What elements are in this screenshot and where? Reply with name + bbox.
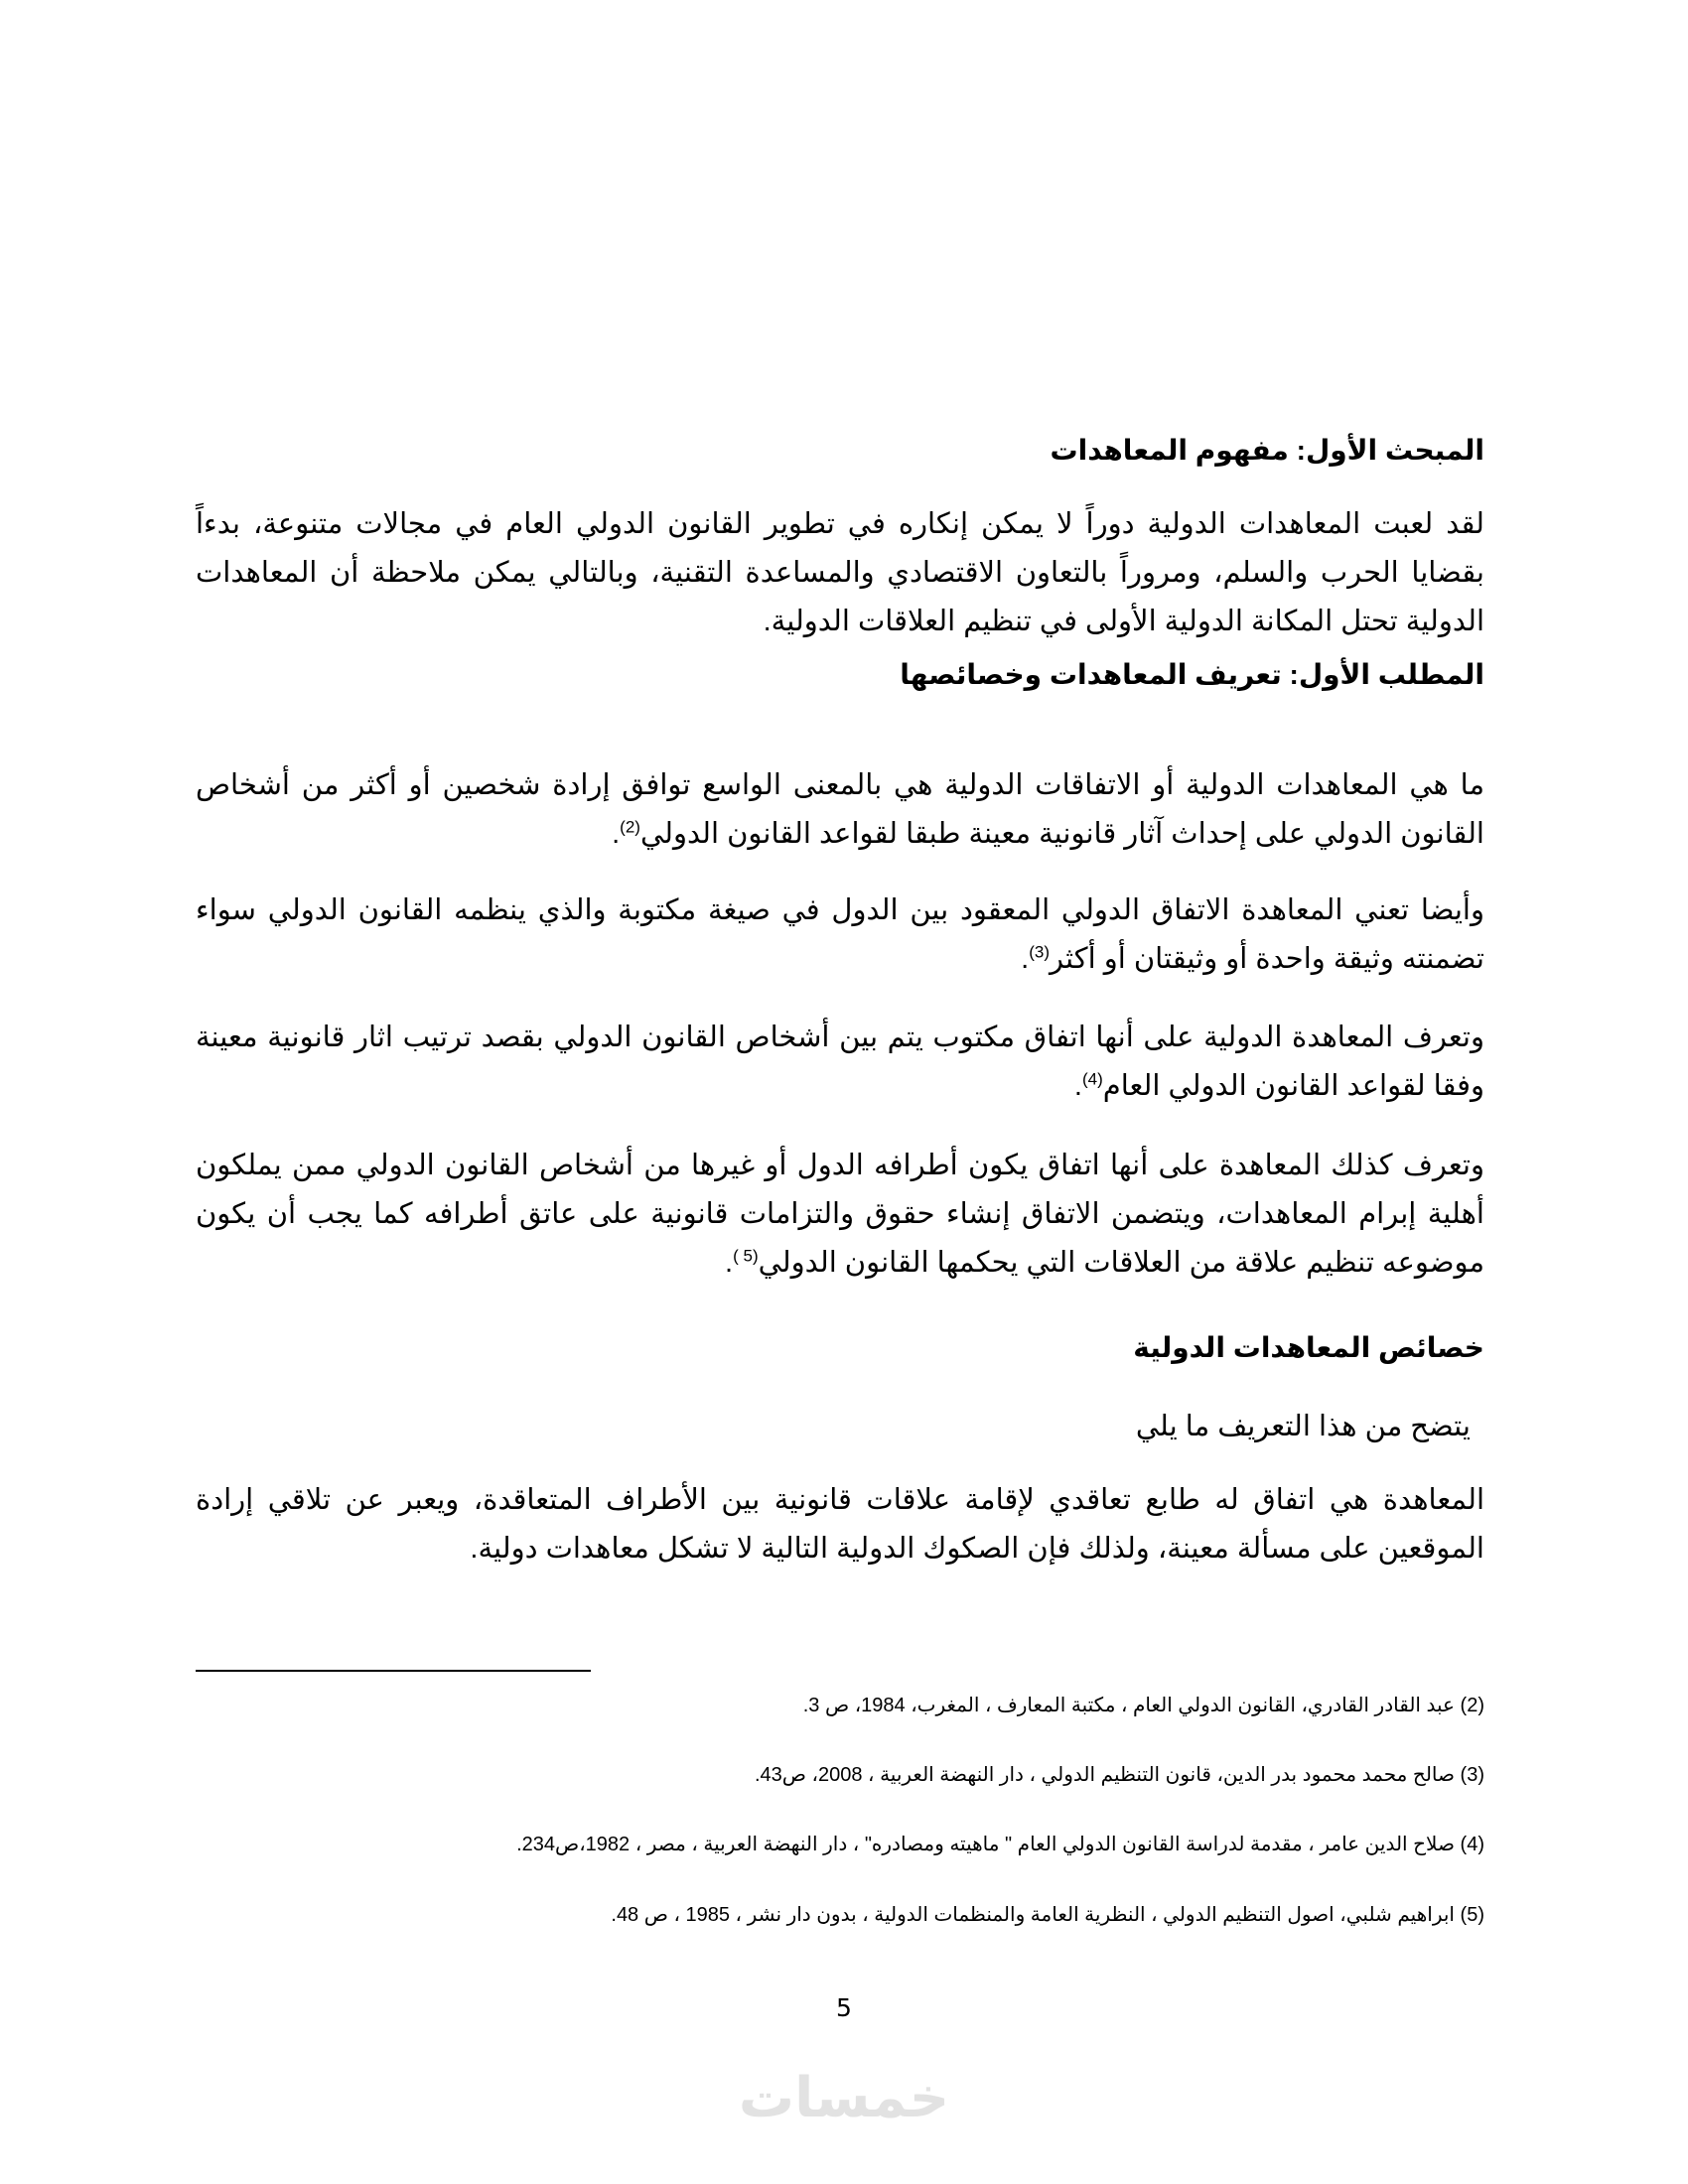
- watermark-logo: خمسات: [738, 2066, 950, 2128]
- footnote-separator: [196, 1670, 591, 1672]
- definition-paragraph-1: [196, 761, 1484, 859]
- footnote-ref[interactable]: (4): [1081, 1069, 1103, 1089]
- paragraph-text: ما هي المعاهدات الدولية أو الاتفاقات الدولية هي بالمعنى الواسع توافق إرادة شخصين أو أكثر من أشخاص القانون الدولي على إحداث آثار قانونية معينة طبقا لقواعد القانون الدولي: [196, 769, 1484, 850]
- definition-paragraph-2: [196, 887, 1484, 984]
- footnote-2: (2) عبد القادر القادري، القانون الدولي العام ، مكتبة المعارف ، المغرب، 1984، ص 3.: [802, 1695, 1484, 1716]
- intro-paragraph: لقد لعبت المعاهدات الدولية دوراً لا يمكن إنكاره في تطوير القانون الدولي العام في مجالات متنوعة، بدءاً بقضايا الحرب والسلم، ومروراً بالتعاون الاقتصادي والمساعدة التقنية، وبالتالي يمكن ملاحظة أن المعاهدات الدولية تحتل المكانة الدولية الأولى في تنظيم العلاقات الدولية.: [196, 508, 1484, 637]
- definition-paragraph-3: [196, 1014, 1484, 1111]
- paragraph-text: وأيضا تعني المعاهدة الاتفاق الدولي المعقود بين الدول في صيغة مكتوبة والذي ينظمه القانون الدولي سواء تضمنته وثيقة واحدة أو وثيقتان أو أكثر: [196, 894, 1484, 975]
- footnote-4: (4) صلاح الدين عامر ، مقدمة لدراسة القانون الدولي العام " ماهيته ومصادره" ، دار النهضة العربية ، مصر ، 1982،ص234.: [516, 1834, 1484, 1855]
- footnote-ref[interactable]: (2): [620, 817, 640, 837]
- period: .: [1021, 943, 1030, 975]
- subsection-heading: المطلب الأول: تعريف المعاهدات وخصائصها: [900, 659, 1484, 690]
- footnote-ref[interactable]: (5 ): [733, 1246, 759, 1266]
- characteristics-intro: يتضح من هذا التعريف ما يلي: [1135, 1411, 1471, 1442]
- page-number: 5: [836, 1993, 852, 2022]
- period: .: [612, 818, 621, 850]
- characteristics-paragraph: المعاهدة هي اتفاق له طابع تعاقدي لإقامة علاقات قانونية بين الأطراف المتعاقدة، ويعبر عن تلاقي إرادة الموقعين على مسألة معينة، ولذلك فإن الصكوك الدولية التالية لا تشكل معاهدات دولية.: [196, 1484, 1484, 1565]
- paragraph-text: وتعرف كذلك المعاهدة على أنها اتفاق يكون أطرافه الدول أو غيرها من أشخاص القانون الدولي ممن يملكون أهلية إبرام المعاهدات، ويتضمن الاتفاق إنشاء حقوق والتزامات قانونية على عاتق أطرافه كما يجب أن يكون موضوعه تنظيم علاقة من العلاقات التي يحكمها القانون الدولي: [196, 1150, 1484, 1279]
- footnote-ref[interactable]: (3): [1029, 942, 1051, 962]
- footnote-3: (3) صالح محمد محمود بدر الدين، قانون التنظيم الدولي ، دار النهضة العربية ، 2008، ص43.: [754, 1764, 1484, 1786]
- period: .: [1073, 1070, 1082, 1102]
- paragraph-text: وتعرف المعاهدة الدولية على أنها اتفاق مكتوب يتم بين أشخاص القانون الدولي بقصد ترتيب اثار قانونية معينة وفقا لقواعد القانون الدولي العام: [196, 1022, 1484, 1102]
- definition-paragraph-4: [196, 1142, 1484, 1288]
- characteristics-heading: خصائص المعاهدات الدولية: [1133, 1332, 1484, 1363]
- section-heading: المبحث الأول: مفهوم المعاهدات: [1050, 435, 1484, 466]
- footnote-5: (5) ابراهيم شلبي، اصول التنظيم الدولي ، النظرية العامة والمنظمات الدولية ، بدون دار نشر ، 1985 ، ص 48.: [611, 1904, 1484, 1926]
- period: .: [725, 1247, 734, 1279]
